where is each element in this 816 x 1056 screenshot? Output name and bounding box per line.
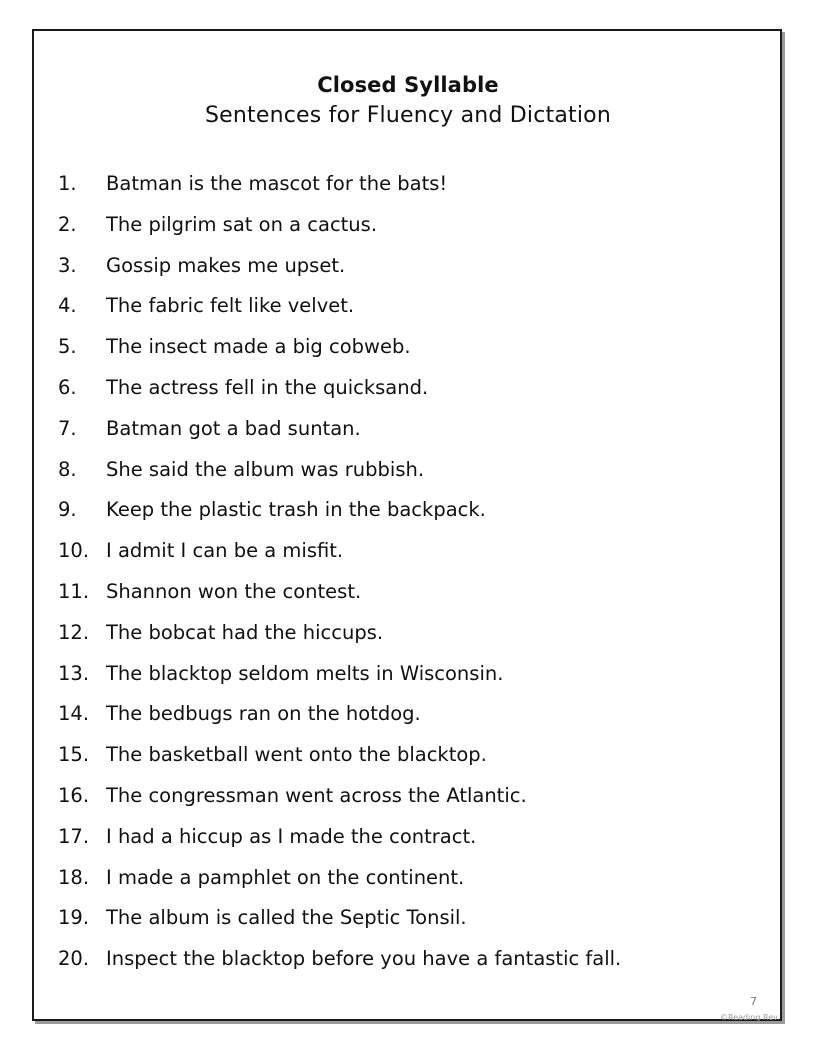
sentence-list <box>58 172 621 988</box>
sentence-text: I made a pamphlet on the continent. <box>106 865 465 889</box>
sentence-number: 8. <box>58 457 77 481</box>
sentence-number: 7. <box>58 416 77 440</box>
sentence-number: 15. <box>58 743 90 767</box>
sentence-text: The album is called the Septic Tonsil. <box>106 906 467 930</box>
page-number: 7 <box>750 995 757 1008</box>
sentence-item <box>58 458 621 499</box>
sentence-number: 13. <box>58 661 90 685</box>
sentence-number: 12. <box>58 620 90 644</box>
sentence-number: 4. <box>58 294 77 318</box>
sentence-item <box>58 866 621 907</box>
sentence-number: 5. <box>58 335 77 359</box>
sentence-text: Keep the plastic trash in the backpack. <box>106 498 486 522</box>
sentence-item <box>58 172 621 213</box>
sentence-text: The congressman went across the Atlantic. <box>106 783 527 807</box>
sentence-item <box>58 702 621 743</box>
sentence-item <box>58 662 621 703</box>
sentence-item <box>58 784 621 825</box>
sentence-number: 19. <box>58 906 90 930</box>
sentence-number: 11. <box>58 579 90 603</box>
sentence-item <box>58 825 621 866</box>
sentence-item <box>58 294 621 335</box>
sentence-number: 16. <box>58 783 90 807</box>
sentence-number: 1. <box>58 172 77 195</box>
sentence-text: The bobcat had the hiccups. <box>106 620 384 644</box>
sentence-item <box>58 498 621 539</box>
sentence-text: I had a hiccup as I made the contract. <box>106 824 477 848</box>
sentence-number: 14. <box>58 702 90 726</box>
sentence-item <box>58 335 621 376</box>
sentence-text: She said the album was rubbish. <box>106 457 425 481</box>
sentence-number: 3. <box>58 253 77 277</box>
sentence-item <box>58 213 621 254</box>
sentence-text: Inspect the blacktop before you have a fantastic fall. <box>106 947 622 971</box>
sentence-text: The fabric felt like velvet. <box>106 294 355 318</box>
sentence-number: 17. <box>58 824 90 848</box>
sentence-text: The blacktop seldom melts in Wisconsin. <box>106 661 504 685</box>
sentence-number: 18. <box>58 865 90 889</box>
sentence-item <box>58 743 621 784</box>
sentence-item <box>58 417 621 458</box>
sentence-item <box>58 947 621 988</box>
sentence-text: The insect made a big cobweb. <box>106 335 411 359</box>
sentence-item <box>58 254 621 295</box>
sentence-number: 2. <box>58 212 77 236</box>
sentence-text: The basketball went onto the blacktop. <box>106 743 487 767</box>
sentence-number: 9. <box>58 498 77 522</box>
sentence-text: I admit I can be a misfit. <box>106 539 344 563</box>
sentence-text: The actress fell in the quicksand. <box>106 375 429 399</box>
sentence-item <box>58 906 621 947</box>
sentence-text: Gossip makes me upset. <box>106 253 346 277</box>
sentence-text: The bedbugs ran on the hotdog. <box>106 702 421 726</box>
page-title: Closed Syllable <box>317 73 499 97</box>
sentence-text: The pilgrim sat on a cactus. <box>106 212 378 236</box>
sentence-item <box>58 539 621 580</box>
sentence-text: Batman got a bad suntan. <box>106 416 361 440</box>
sentence-item <box>58 580 621 621</box>
sentence-number: 10. <box>58 539 90 563</box>
copyright-notice: ©Reading Rev <box>720 1013 778 1022</box>
sentence-item <box>58 376 621 417</box>
sentence-number: 6. <box>58 375 77 399</box>
page-subtitle: Sentences for Fluency and Dictation <box>205 103 611 128</box>
sentence-text: Batman is the mascot for the bats! <box>106 172 448 195</box>
sentence-number: 20. <box>58 947 90 971</box>
sentence-item <box>58 621 621 662</box>
sentence-text: Shannon won the contest. <box>106 579 362 603</box>
